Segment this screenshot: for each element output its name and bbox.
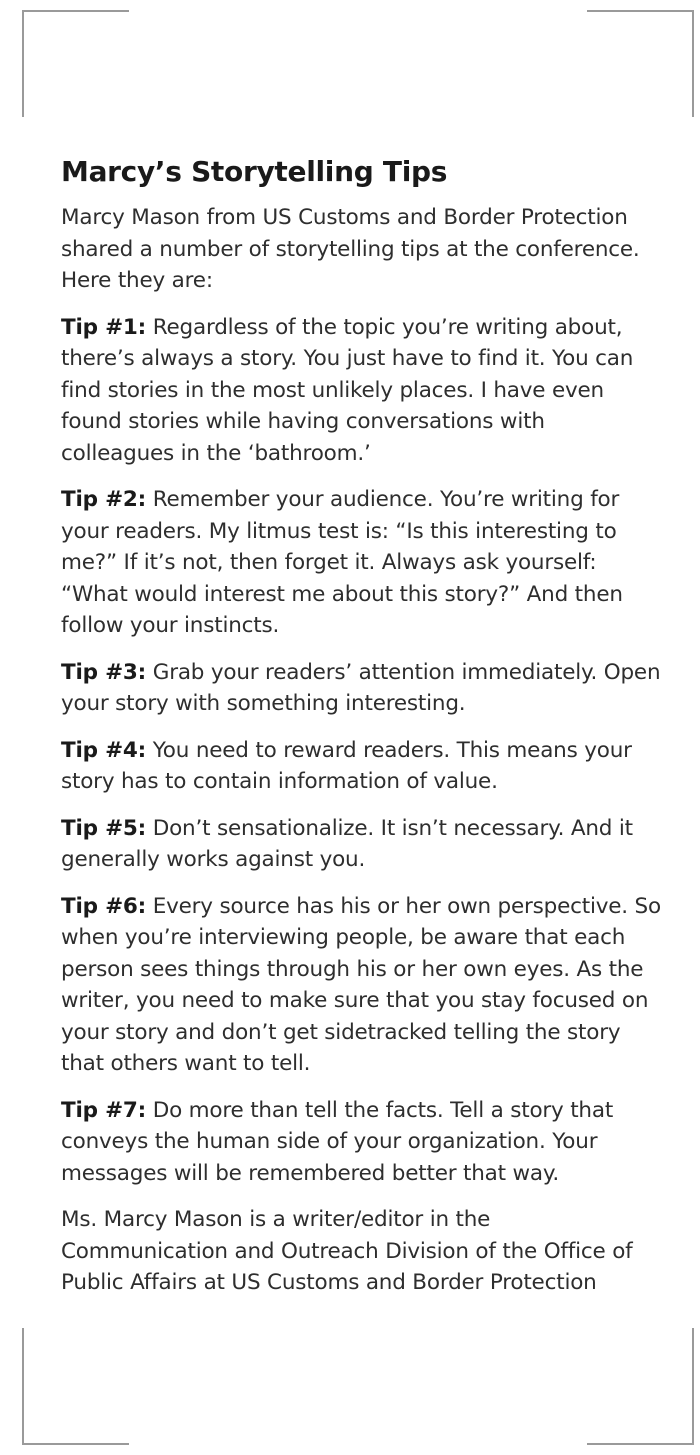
tip-3 xyxy=(61,657,661,720)
tip-text: Every source has his or her own perspective. So when you’re interviewing people, be aware that each person sees things through his or her own eyes. As the writer, you need to make sure that you stay focused on your story and don’t get sidetracked telling the story that others want to tell. xyxy=(61,893,661,1076)
tip-label: Tip #6: xyxy=(61,893,147,919)
tip-text: You need to reward readers. This means your story has to contain information of value. xyxy=(61,737,632,794)
crop-mark-bottom-left xyxy=(22,1328,129,1445)
tip-text: Regardless of the topic you’re writing about, there’s always a story. You just have to find it. You can find stories in the most unlikely places. I have even found stories while having conversations with colleagues in the ‘bathroom.’ xyxy=(61,314,634,466)
tip-5 xyxy=(61,813,661,876)
tip-label: Tip #3: xyxy=(61,659,147,685)
tip-4 xyxy=(61,735,661,798)
tip-text: Remember your audience. You’re writing for your readers. My litmus test is: “Is this interesting to me?” If it’s not, then forget it. Always ask yourself: “What would interest me about this story?” And then follow your instincts. xyxy=(61,487,623,638)
crop-mark-top-right xyxy=(587,10,694,117)
tip-text: Do more than tell the facts. Tell a story that conveys the human side of your organization. Your messages will be remembered better that way. xyxy=(61,1097,614,1186)
tip-text: Grab your readers’ attention immediately. Open your story with something interesting. xyxy=(61,659,661,716)
crop-mark-bottom-right xyxy=(587,1328,694,1445)
tip-text: Don’t sensationalize. It isn’t necessary. And it generally works against you. xyxy=(61,815,633,872)
article xyxy=(61,150,661,1314)
article-title: Marcy’s Storytelling Tips xyxy=(61,155,448,188)
tip-2 xyxy=(61,484,661,642)
tip-7 xyxy=(61,1095,661,1190)
tip-label: Tip #1: xyxy=(61,314,147,340)
tip-label: Tip #5: xyxy=(61,815,147,841)
tip-label: Tip #2: xyxy=(61,487,147,512)
tip-label: Tip #7: xyxy=(61,1097,147,1123)
tip-1 xyxy=(61,312,661,470)
tip-6 xyxy=(61,891,661,1080)
crop-mark-top-left xyxy=(22,10,129,117)
tip-label: Tip #4: xyxy=(61,737,147,763)
author-bio: Ms. Marcy Mason is a writer/editor in the Communication and Outreach Division of the Office of Public Affairs at US Customs and Border Protection xyxy=(61,1207,633,1295)
intro-paragraph: Marcy Mason from US Customs and Border Protection shared a number of storytelling tips at the conference. Here they are: xyxy=(61,205,640,293)
